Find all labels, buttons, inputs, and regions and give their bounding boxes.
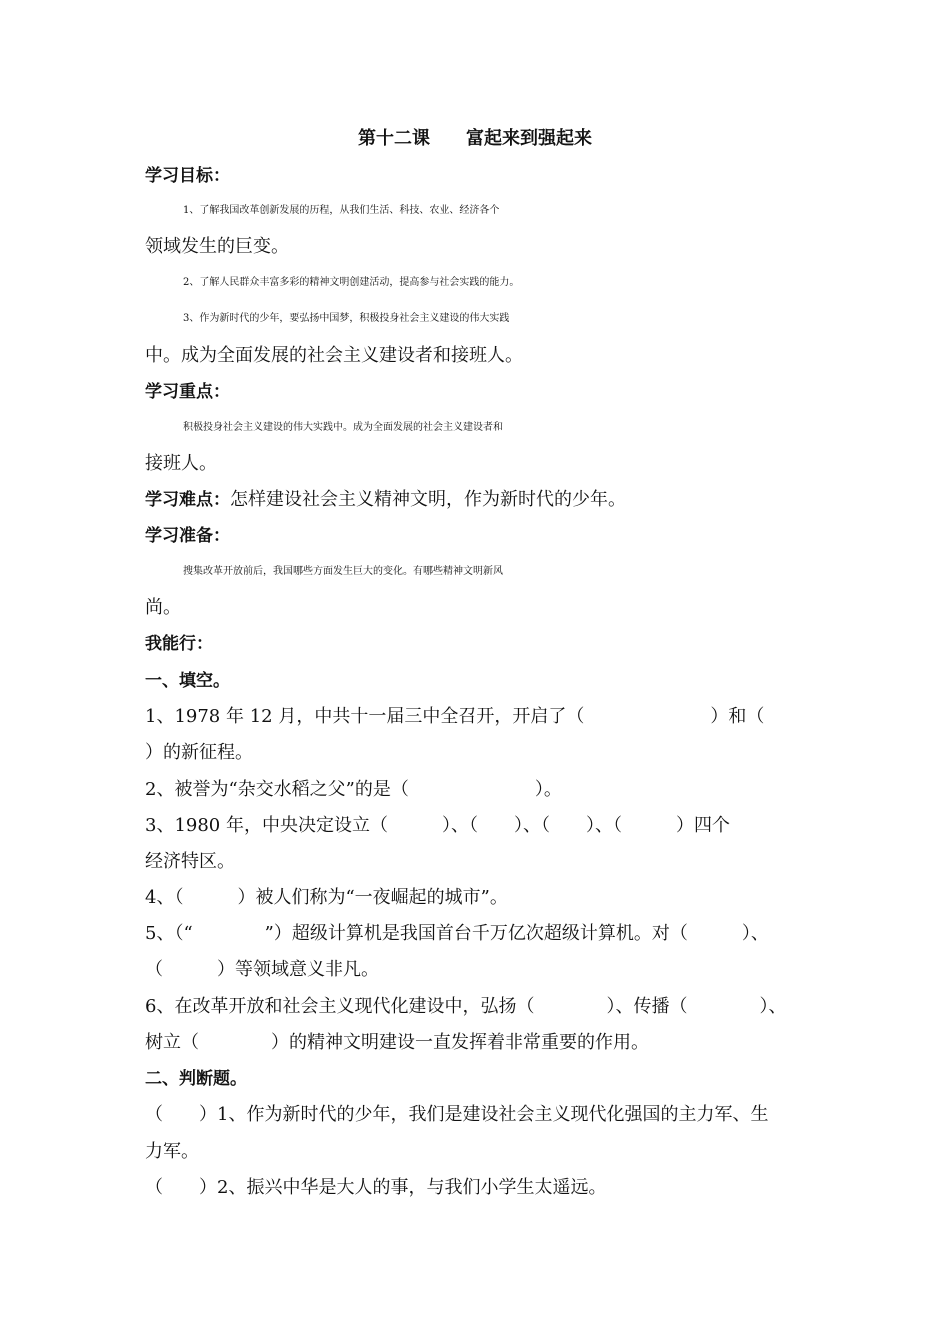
tf-q1-line-2: 力军。 (145, 1141, 199, 1162)
difficulty-row (145, 488, 825, 512)
objective-1-line-2: 领域发生的巨变。 (145, 236, 289, 257)
key-points-heading: 学习重点： (145, 382, 230, 402)
fill-q5-line-2: （ ）等领域意义非凡。 (145, 959, 379, 980)
key-points-line-1: 积极投身社会主义建设的伟大实践中。成为全面发展的社会主义建设者和 (183, 422, 503, 433)
fill-q4: 4、（ ）被人们称为“一夜崛起的城市”。 (145, 887, 508, 908)
objectives-heading: 学习目标： (145, 166, 230, 186)
tf-q2: （ ）2、振兴中华是大人的事，与我们小学生太遥远。 (145, 1177, 607, 1198)
fill-q3-line-1: 3、1980 年，中央决定设立（ ）、（ ）、（ ）、（ ）四个 (145, 815, 730, 836)
difficulty-text: 怎样建设社会主义精神文明，作为新时代的少年。 (230, 489, 626, 510)
fill-q1-line-2: ）的新征程。 (145, 742, 253, 763)
fill-q6-line-2: 树立（ ）的精神文明建设一直发挥着非常重要的作用。 (145, 1032, 649, 1053)
fill-q1-line-1: 1、1978 年 12 月，中共十一届三中全召开，开启了（ ）和（ (145, 706, 765, 727)
preparation-heading: 学习准备： (145, 526, 230, 546)
fill-q3-line-2: 经济特区。 (145, 851, 235, 872)
tf-q1-line-1: （ ）1、作为新时代的少年，我们是建设社会主义现代化强国的主力军、生 (145, 1104, 769, 1125)
objective-3-line-2: 中。成为全面发展的社会主义建设者和接班人。 (145, 345, 523, 366)
objective-3-line-1: 3、作为新时代的少年，要弘扬中国梦，积极投身社会主义建设的伟大实践 (183, 313, 510, 324)
page-title: 第十二课 富起来到强起来 (358, 128, 592, 149)
can-do-heading: 我能行： (145, 634, 213, 654)
difficulty-heading: 学习难点： (145, 490, 230, 510)
fill-q6-line-1: 6、在改革开放和社会主义现代化建设中，弘扬（ ）、传播（ ）、 (145, 996, 787, 1017)
objective-2: 2、了解人民群众丰富多彩的精神文明创建活动，提高参与社会实践的能力。 (183, 277, 520, 288)
true-false-heading: 二、判断题。 (145, 1069, 247, 1089)
fill-blank-heading: 一、填空。 (145, 671, 230, 691)
fill-q5-line-1: 5、（“ ”）超级计算机是我国首台千万亿次超级计算机。对（ ）、 (145, 923, 769, 944)
key-points-line-2: 接班人。 (145, 453, 217, 474)
fill-q2: 2、被誉为“杂交水稻之父”的是（ ）。 (145, 779, 562, 800)
preparation-line-2: 尚。 (145, 597, 181, 618)
preparation-line-1: 搜集改革开放前后，我国哪些方面发生巨大的变化。有哪些精神文明新风 (183, 566, 503, 577)
objective-1-line-1: 1、了解我国改革创新发展的历程，从我们生活、科技、农业、经济各个 (183, 205, 500, 216)
